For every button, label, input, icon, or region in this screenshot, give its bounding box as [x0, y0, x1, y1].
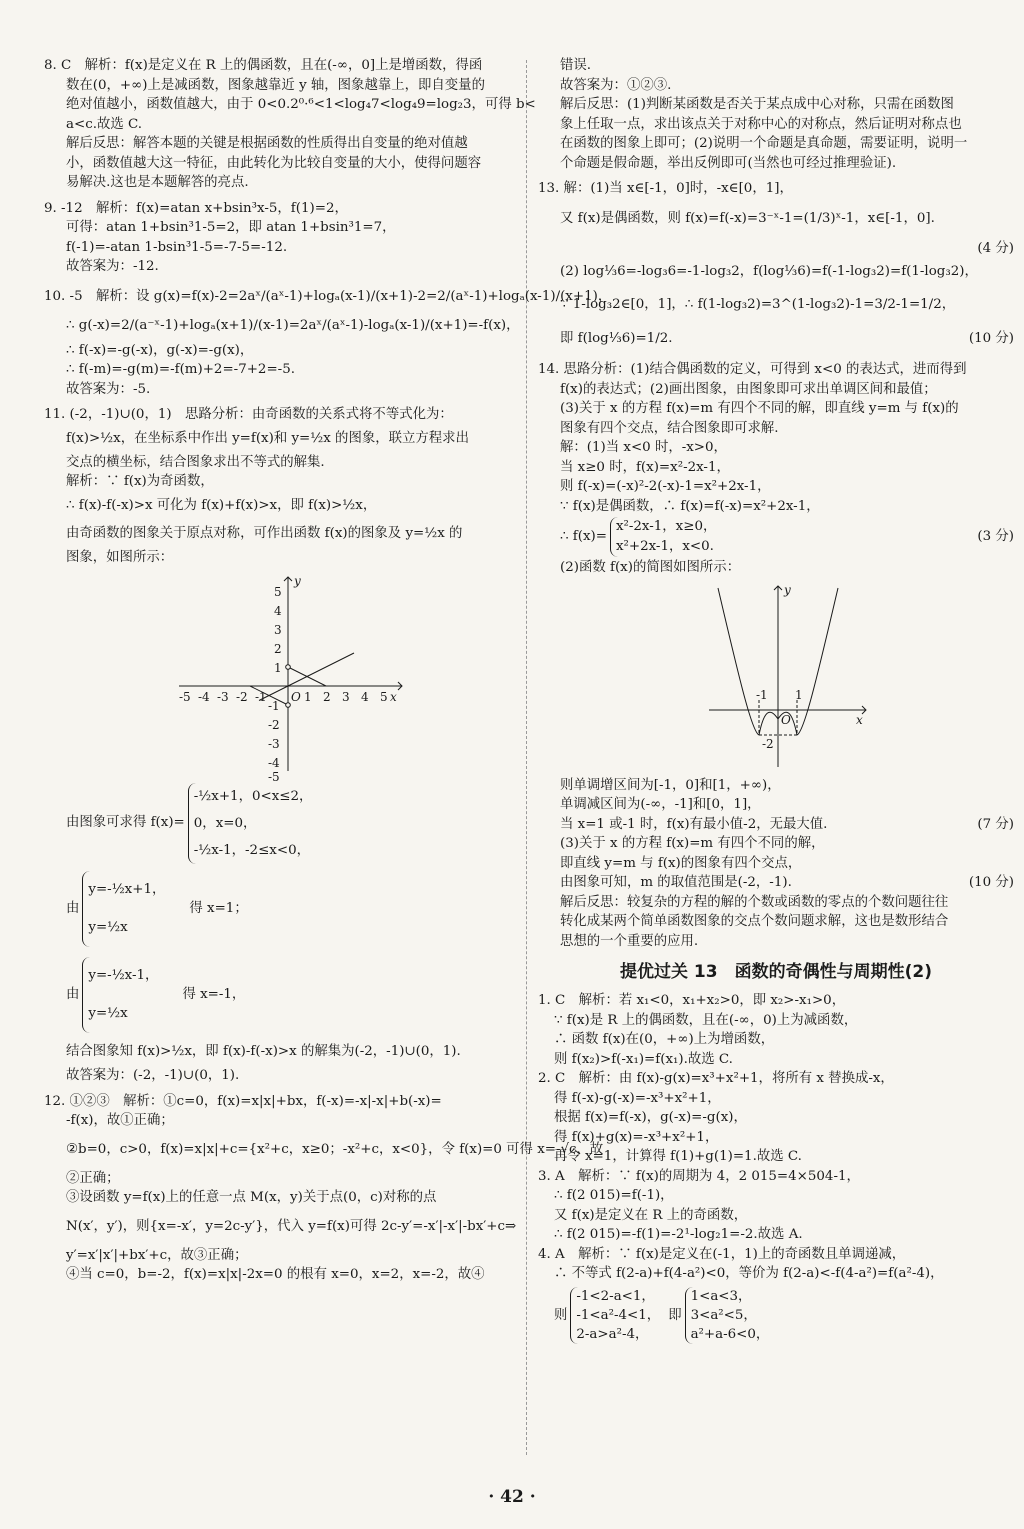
q8-line: 小，函数值越大这一特征，由此转化为比较自变量的大小，使得问题容 — [66, 155, 482, 171]
s1-line: ∴ 函数 f(x)在(0，+∞)上为增函数， — [554, 1032, 775, 1047]
q14-text: 当 x=1 或-1 时，f(x)有最小值-2，无最大值. — [560, 816, 828, 832]
system-brace — [82, 957, 158, 1033]
q9-line: 可得：atan 1+bsin³1-5=2，即 atan 1+bsin³1=7， — [66, 220, 396, 235]
q12-line: 在函数的图象上即可；(2)说明一个命题是真命题，需要证明，说明一 — [560, 136, 968, 151]
system-eq: a²+a-6<0， — [690, 1327, 770, 1342]
s1-line: 则 f(x₂)>f(-x₁)=f(x₁).故选 C. — [554, 1051, 733, 1067]
q12-line: N(x′，y′)，则{x=-x′，y=2c-y′}，代入 y=f(x)可得 2c-y′=-x′|-x′|-bx′+c⇒ — [66, 1218, 517, 1234]
right-column — [538, 56, 1014, 1348]
q12-block — [44, 1092, 604, 1285]
q14-piecewise — [538, 516, 1014, 558]
system-prefix: 由 — [66, 987, 80, 1003]
piece-case: x²+2x-1，x<0. — [615, 539, 714, 554]
q8-line: 数在(0，+∞)上是减函数，图象越靠近 y 轴，图象越靠上，即自变量的 — [66, 77, 485, 93]
q11-line: 结合图象知 f(x)>½x，即 f(x)-f(-x)>x 的解集为(-2，-1)∪(0，1). — [66, 1044, 461, 1059]
x-tick-label: -2 — [236, 690, 248, 704]
q8-line: 8. C 解析：f(x)是定义在 R 上的偶函数，且在(-∞，0]上是增函数，得函 — [44, 58, 483, 73]
x-tick-label: 5 — [380, 690, 388, 704]
y-tick-label: -3 — [268, 737, 280, 751]
q8-line: 绝对值越小，函数值越大，由于 0<0.2⁰·⁶<1<log₄7<log₄9=log₂3，可得 b< — [66, 97, 536, 112]
x-tick-label: 4 — [361, 690, 369, 704]
system-prefix: 则 — [554, 1307, 568, 1323]
q14-line: 单调减区间为(-∞，-1]和[0，1]， — [560, 797, 761, 812]
q12-line: 解后反思：(1)判断某函数是否关于某点成中心对称，只需在函数图 — [560, 97, 954, 112]
system-result: 得 x=1； — [189, 901, 248, 917]
q12-line: 12. ①②③ 解析：①c=0，f(x)=x|x|+bx，f(-x)=-x|-x|+b(-x)= — [44, 1093, 442, 1109]
system-eq: -1<a²-4<1， — [576, 1308, 661, 1323]
q8-line: 解后反思：解答本题的关键是根据函数的性质得出自变量的绝对值越 — [66, 136, 468, 151]
q10-line: ∴ f(-x)=-g(-x)，g(-x)=-g(x)， — [66, 342, 254, 358]
q9-line: 9. -12 解析：f(x)=atan x+bsin³x-5，f(1)=2， — [44, 200, 348, 216]
q13-conclusion: 即 f(log⅓6)=1/2. — [560, 331, 673, 346]
s3-line: ∴ f(2 015)=f(-1)， — [554, 1188, 674, 1203]
system-eq: y=-½x+1， — [88, 882, 166, 897]
q10-line: ∴ g(-x)=2/(a⁻ˣ-1)+logₐ(x+1)/(x-1)=2aˣ/(aˣ-1)-logₐ(x-1)/(x+1)=-f(x)， — [66, 317, 520, 333]
q14-line: 当 x≥0 时，f(x)=x²-2x-1， — [560, 459, 730, 475]
q12-line: ④当 c=0，b=-2，f(x)=x|x|-2x=0 的根有 x=0，x=2，x=-2，故④ — [66, 1267, 485, 1282]
system-prefix: 由 — [66, 901, 80, 917]
s2-line: 2. C 解析：由 f(x)-g(x)=x³+x²+1，将所有 x 替换成-x， — [538, 1071, 894, 1086]
s2-line: 再令 x=1，计算得 f(1)+g(1)=1.故选 C. — [554, 1149, 802, 1164]
q8-line: 易解决.这也是本题解答的亮点. — [66, 175, 249, 190]
q14-score: (7 分) — [977, 816, 1014, 832]
q9-block — [44, 199, 514, 277]
q12-line: ③设函数 y=f(x)上的任意一点 M(x，y)关于点(0，c)对称的点 — [66, 1190, 437, 1205]
piecewise-intro: 由图象可求得 f(x)= — [66, 815, 185, 831]
y-tick-label: -1 — [268, 699, 280, 713]
q12-line: 错误. — [560, 58, 592, 73]
y-axis-label: y — [784, 582, 791, 597]
system-mid: 即 — [668, 1307, 682, 1323]
q12-line: y′=x′|x′|+bx′+c，故③正确； — [66, 1247, 248, 1263]
s4-systems — [538, 1284, 1014, 1348]
q10-line: ∴ f(-m)=-g(m)=-f(m)+2=-7+2=-5. — [66, 362, 295, 377]
q14-line: 则 f(-x)=(-x)²-2(-x)-1=x²+2x-1， — [560, 479, 771, 494]
q11-line: 故答案为：(-2，-1)∪(0，1). — [66, 1068, 240, 1083]
q12-line: 个命题是假命题，举出反例即可(当然也可经过推理验证). — [560, 155, 897, 171]
q14-line: 图象有四个交点，结合图象即可求解. — [560, 420, 779, 436]
y-tick-label: -2 — [268, 718, 280, 732]
s1-line: ∵ f(x)是 R 上的偶函数，且在(-∞，0)上为减函数， — [554, 1012, 858, 1028]
q11-line: 11. (-2，-1)∪(0，1) 思路分析：由奇函数的关系式将不等式化为： — [44, 407, 453, 422]
s2-line: 得 f(-x)-g(-x)=-x³+x²+1， — [554, 1090, 721, 1106]
s1-block — [538, 991, 1014, 1069]
q14-line: 即直线 y=m 与 f(x)的图象有四个交点， — [560, 855, 802, 871]
x-tick-label: -5 — [179, 690, 191, 704]
system-eq: -1<2-a<1， — [576, 1289, 655, 1304]
q13-block — [538, 179, 1014, 354]
q10-line: 故答案为：-5. — [66, 381, 151, 397]
system-eq: 2-a>a²-4， — [576, 1327, 649, 1342]
q14-line: (3)关于 x 的方程 f(x)=m 有四个不同的解， — [560, 836, 825, 851]
x-axis-label: x — [390, 690, 397, 704]
system-1 — [44, 866, 514, 952]
q8-block — [44, 56, 536, 193]
q13-line: (2) log⅓6=-log₃6=-1-log₃2，f(log⅓6)=f(-1-log₃2)=f(1-log₃2)， — [560, 264, 978, 279]
q12-line: ②b=0，c>0，f(x)=x|x|+c={x²+c，x≥0；-x²+c，x<0}，令 f(x)=0 可得 x=-√c，故 — [66, 1141, 604, 1157]
piece-case: 0，x=0， — [193, 815, 257, 831]
q14-block — [538, 360, 1014, 951]
q11-line: 交点的横坐标，结合图象求出不等式的解集. — [66, 454, 325, 470]
q14-line: f(x)的表达式；(2)画出图象，由图象即可求出单调区间和最值； — [560, 381, 937, 397]
system-brace — [685, 1287, 770, 1344]
q9-line: 故答案为：-12. — [66, 259, 159, 274]
piecewise-brace — [610, 517, 716, 557]
section-title: 提优过关 13 函数的奇偶性与周期性(2) — [620, 962, 932, 982]
q9-line: f(-1)=-atan 1-bsin³1-5=-7-5=-12. — [66, 239, 288, 255]
s2-line: 得 f(x)+g(x)=-x³+x²+1， — [554, 1129, 719, 1145]
q14-line: 解：(1)当 x<0 时，-x>0， — [560, 440, 727, 455]
q13-score: (10 分) — [968, 331, 1014, 346]
s3-line: ∴ f(2 015)=-f(1)=-2¹-log₂1=-2.故选 A. — [554, 1227, 803, 1242]
y-tick-label: 5 — [274, 585, 282, 599]
piecewise-intro: ∴ f(x)= — [560, 529, 607, 545]
piece-case: x²-2x-1，x≥0， — [615, 519, 717, 534]
s4-line: 4. A 解析：∵ f(x)是定义在(-1，1)上的奇函数且单调递减， — [538, 1246, 906, 1262]
system-brace — [82, 871, 165, 947]
q11-line: f(x)>½x，在坐标系中作出 y=f(x)和 y=½x 的图象，联立方程求出 — [66, 430, 469, 446]
system-eq: y=-½x-1， — [88, 968, 159, 983]
q13-line — [538, 324, 1014, 354]
open-point-top — [286, 665, 291, 670]
q12-continued — [538, 56, 1014, 173]
system-eq: 1<a<3， — [690, 1289, 752, 1304]
page-number: · 42 · — [488, 1487, 536, 1507]
q14-line: ∵ f(x)是偶函数，∴ f(x)=f(-x)=x²+2x-1， — [560, 498, 820, 514]
q14-line: (3)关于 x 的方程 f(x)=m 有四个不同的解，即直线 y=m 与 f(x)的 — [560, 401, 959, 416]
q11-line: 由奇函数的图象关于原点对称，可作出函数 f(x)的图象及 y=½x 的 — [66, 525, 463, 541]
q14-line: 14. 思路分析：(1)结合偶函数的定义，可得到 x<0 的表达式，进而得到 — [538, 362, 967, 377]
q12-line: -f(x)，故①正确； — [66, 1113, 174, 1128]
y-tick-label: -5 — [268, 770, 280, 784]
q13-line: 13. 解：(1)当 x∈[-1，0]时，-x∈[0，1]， — [538, 181, 793, 196]
graph-even-parabola — [706, 582, 876, 772]
q10-block — [44, 283, 612, 400]
tick-label: 1 — [795, 687, 803, 702]
piece-case: -½x+1，0<x≤2， — [193, 788, 313, 804]
piecewise-f — [44, 780, 514, 866]
x-tick-label: -3 — [217, 690, 229, 704]
q13-line: ∵ 1-log₃2∈[0，1]，∴ f(1-log₃2)=3^(1-log₃2)-1=3/2-1=1/2， — [560, 297, 956, 312]
x-tick-label: 1 — [304, 690, 312, 704]
s3-block — [538, 1167, 1014, 1245]
x-axis-label: x — [856, 712, 863, 727]
y-axis-label: y — [294, 574, 301, 588]
q14-line — [538, 815, 1014, 835]
q13-score: (4 分) — [977, 240, 1014, 256]
y-tick-label: -4 — [268, 756, 280, 770]
q12-line: 象上任取一点，求出该点关于对称中心的对称点，然后证明对称点也 — [560, 116, 962, 132]
q10-line: 10. -5 解析：设 g(x)=f(x)-2=2aˣ/(aˣ-1)+logₐ(x-1)/(x+1)-2=2/(aˣ-1)+logₐ(x-1)/(x+1)， — [44, 288, 612, 304]
x-tick-label: 2 — [323, 690, 331, 704]
q11-line: 解析：∵ f(x)为奇函数， — [66, 474, 214, 489]
q14-score: (10 分) — [968, 875, 1014, 890]
system-eq: y=½x — [88, 920, 128, 935]
system-eq: 3<a²<5， — [690, 1308, 757, 1323]
tick-label: -1 — [756, 687, 768, 702]
s1-line: 1. C 解析：若 x₁<0，x₁+x₂>0，即 x₂>-x₁>0， — [538, 993, 846, 1008]
open-point-bottom — [286, 703, 291, 708]
s2-block — [538, 1069, 1014, 1167]
s3-line: 3. A 解析：∵ f(x)的周期为 4，2 015=4×504-1， — [538, 1168, 860, 1184]
q13-line: 又 f(x)是偶函数，则 f(x)=f(-x)=3⁻ˣ-1=(1/3)ˣ-1，x∈[-1，0]. — [560, 210, 935, 226]
x-tick-label: -1 — [255, 690, 267, 704]
system-result: 得 x=-1， — [182, 987, 246, 1003]
q14-text: 由图象可知，m 的取值范围是(-2，-1). — [560, 875, 792, 890]
q14-line: 转化成某两个简单函数图象的交点个数问题求解，这也是数形结合 — [560, 914, 949, 929]
s4-line: ∴ 不等式 f(2-a)+f(4-a²)<0，等价为 f(2-a)<-f(4-a²)=f(a²-4)， — [554, 1266, 944, 1281]
s3-line: 又 f(x)是定义在 R 上的奇函数， — [554, 1207, 748, 1223]
s4-block — [538, 1245, 1014, 1348]
curve-left — [718, 588, 778, 735]
origin-label: O — [781, 712, 791, 727]
q14-fig-caption: (2)函数 f(x)的简图如图所示： — [560, 560, 741, 575]
q12-line: ②正确； — [66, 1170, 120, 1186]
q8-line: a<c.故选 C. — [66, 116, 143, 132]
y-tick-label: 3 — [274, 623, 282, 637]
x-tick-label: -4 — [198, 690, 210, 704]
system-brace — [570, 1287, 660, 1344]
q12-line: 故答案为：①②③. — [560, 77, 672, 93]
system-eq: y=½x — [88, 1006, 128, 1021]
piecewise-brace — [188, 783, 313, 864]
q11-line: 图象，如图所示： — [66, 549, 174, 565]
piece-case: -½x-1，-2≤x<0， — [193, 842, 310, 858]
q11-line: ∴ f(x)-f(-x)>x 可化为 f(x)+f(x)>x，即 f(x)>½x， — [66, 497, 377, 513]
origin-label: O — [291, 690, 301, 704]
q14-score: (3 分) — [977, 529, 1014, 545]
q14-line: 思想的一个重要的应用. — [560, 933, 699, 949]
q14-line: 解后反思：较复杂的方程的解的个数或函数的零点的个数问题往往 — [560, 894, 949, 910]
q11-block — [44, 405, 514, 1086]
q14-line: 则单调增区间为[-1，0]和[1，+∞)， — [560, 777, 781, 793]
column-divider — [526, 60, 527, 1455]
y-tick-label: 1 — [274, 661, 282, 675]
y-tick-label: 2 — [274, 642, 282, 656]
system-2 — [44, 952, 514, 1038]
y-tick-label: 4 — [274, 604, 282, 618]
graph-fx-and-half-x — [174, 571, 414, 784]
tick-label: -2 — [762, 736, 774, 751]
x-tick-label: 3 — [342, 690, 350, 704]
q14-line — [538, 873, 1014, 893]
s2-line: 根据 f(x)=f(-x)，g(-x)=-g(x)， — [554, 1110, 747, 1125]
